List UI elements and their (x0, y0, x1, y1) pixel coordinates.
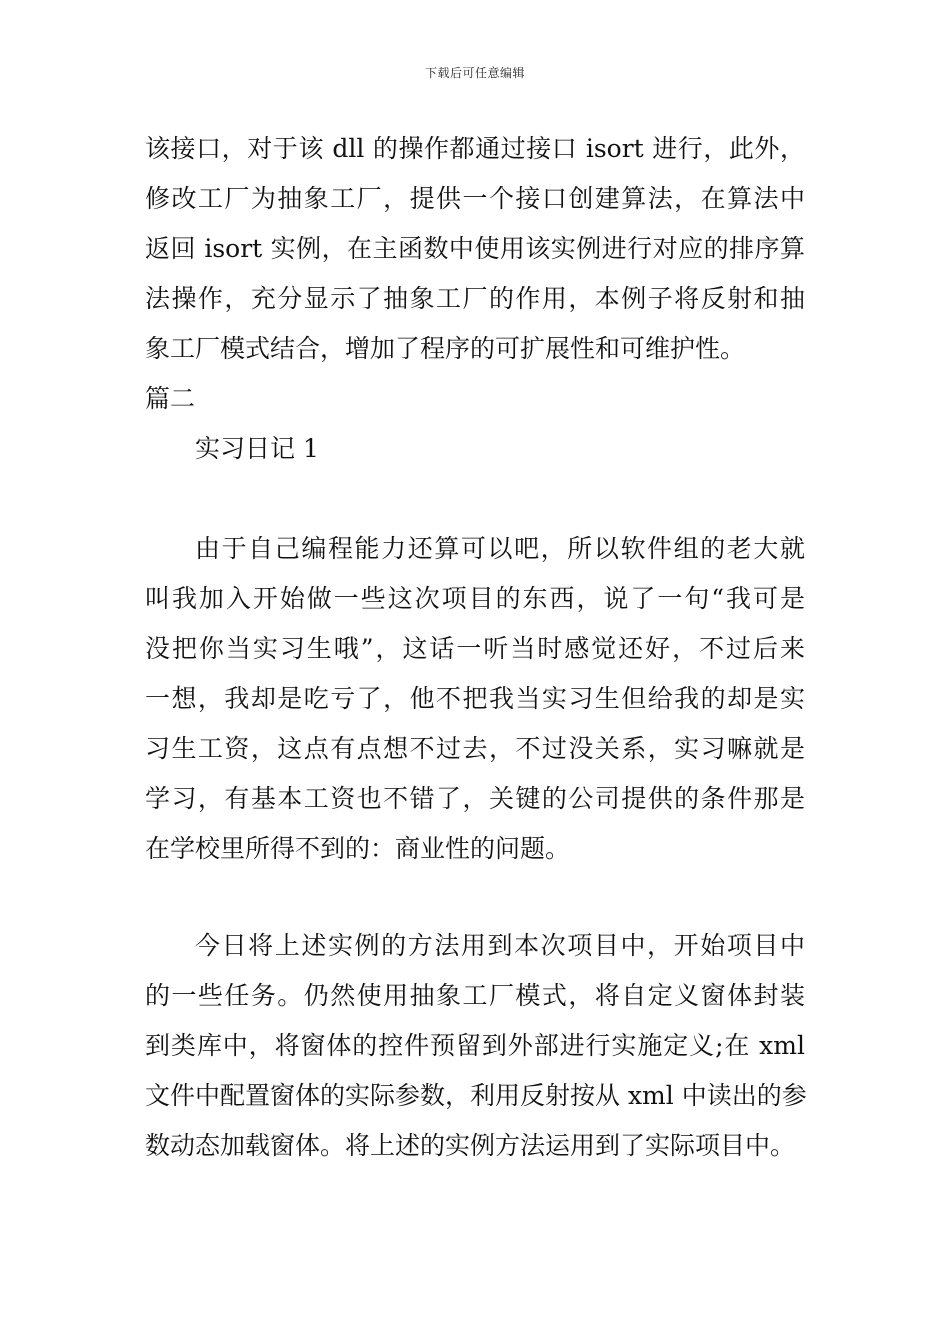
page-header: 下载后可任意编辑 (424, 66, 525, 80)
diary-title: 实习日记 1 (195, 434, 319, 463)
paragraph-line: 数动态加载窗体。将上述的实例方法运用到了实际项目中。 (145, 1131, 796, 1160)
paragraph-line: 修改工厂为抽象工厂，提供一个接口创建算法，在算法中 (145, 184, 805, 213)
paragraph-line: 习生工资，这点有点想不过去，不过没关系，实习嘛就是 (145, 734, 805, 763)
paragraph-line: 没把你当实习生哦”，这话一听当时感觉还好，不过后来 (145, 634, 805, 663)
paragraph-line: 在学校里所得不到的：商业性的问题。 (145, 834, 571, 863)
paragraph-line: 今日将上述实例的方法用到本次项目中，开始项目中 (195, 931, 805, 960)
paragraph-line: 该接口，对于该 dll 的操作都通过接口 isort 进行，此外， (145, 134, 805, 163)
paragraph-line: 法操作，充分显示了抽象工厂的作用，本例子将反射和抽 (145, 284, 805, 313)
paragraph-line: 一想，我却是吃亏了，他不把我当实习生但给我的却是实 (145, 684, 805, 713)
paragraph-line: 到类库中，将窗体的控件预留到外部进行实施定义;在 xml (145, 1031, 805, 1060)
paragraph-line: 返回 isort 实例，在主函数中使用该实例进行对应的排序算 (145, 234, 805, 263)
paragraph-line: 象工厂模式结合，增加了程序的可扩展性和可维护性。 (145, 334, 746, 363)
paragraph-line: 叫我加入开始做一些这次项目的东西，说了一句“我可是 (145, 584, 805, 613)
paragraph-line: 由于自己编程能力还算可以吧，所以软件组的老大就 (195, 534, 805, 563)
paragraph-line: 的一些任务。仍然使用抽象工厂模式，将自定义窗体封装 (145, 981, 805, 1010)
paragraph-line: 文件中配置窗体的实际参数，利用反射按从 xml 中读出的参 (145, 1081, 807, 1110)
paragraph-line: 学习，有基本工资也不错了，关键的公司提供的条件那是 (145, 784, 805, 813)
section-heading: 篇二 (145, 384, 196, 413)
